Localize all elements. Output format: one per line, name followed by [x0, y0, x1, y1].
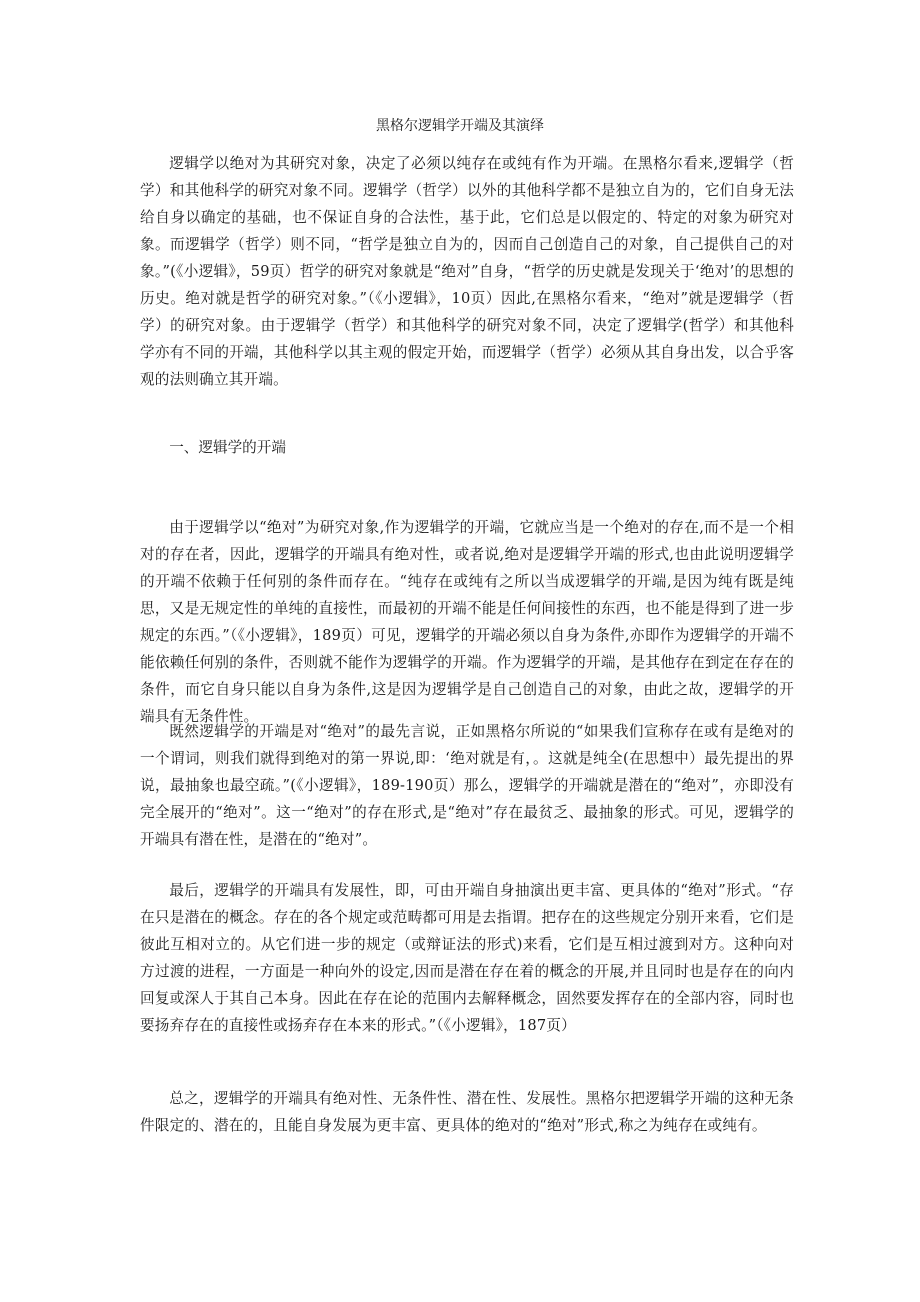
paragraph-absoluteness: 由于逻辑学以“绝对”为研究对象,作为逻辑学的开端，它就应当是一个绝对的存在,而不是一个相对的存在者，因此，逻辑学的开端具有绝对性，或者说,绝对是逻辑学开端的形式,也由此说明逻辑学的开端不依赖于任何别的条件而存在。“纯存在或纯有之所以当成逻辑学的开端,是因为纯有既是纯思，又是无规定性的单纯的直接性，而最初的开端不能是任何间接性的东西，也不能是得到了进一步规定的东西。”（《小逻辑》，189页）可见，逻辑学的开端必须以自身为条件,亦即作为逻辑学的开端不能依赖任何别的条件，否则就不能作为逻辑学的开端。作为逻辑学的开端，是其他存在到定在存在的条件，而它自身只能以自身为条件,这是因为逻辑学是自己创造自己的对象，由此之故，逻辑学的开端具有无条件性。: [140, 519, 794, 725]
paragraph-intro: 逻辑学以绝对为其研究对象，决定了必须以纯存在或纯有作为开端。在黑格尔看来,逻辑学（哲学）和其他科学的研究对象不同。逻辑学（哲学）以外的其他科学都不是独立自为的，它们自身无法给自身以确定的基础，也不保证自身的合法性，基于此，它们总是以假定的、特定的对象为研究对象。而逻辑学（哲学）则不同，“哲学是独立自为的，因而自己创造自己的对象，自己提供自己的对象。”(《小逻辑》，59页）哲学的研究对象就是“绝对”自身，“哲学的历史就是发现关于‘绝对’的思想的历史。绝对就是哲学的研究对象。”（《小逻辑》，10页）因此,在黑格尔看来，“绝对”就是逻辑学（哲学）的研究对象。由于逻辑学（哲学）和其他科学的研究对象不同，决定了逻辑学(哲学）和其他科学亦有不同的开端，其他科学以其主观的假定开始，而逻辑学（哲学）必须从其自身出发，以合乎客观的法则确立其开端。: [140, 155, 794, 388]
document-title: 黑格尔逻辑学开端及其演绎: [376, 118, 544, 134]
paragraph-conclusion: 总之，逻辑学的开端具有绝对性、无条件性、潜在性、发展性。黑格尔把逻辑学开端的这种无条件限定的、潜在的，且能自身发展为更丰富、更具体的绝对的“绝对”形式,称之为纯存在或纯有。: [140, 1090, 794, 1134]
section-heading: 一、逻辑学的开端: [169, 439, 286, 456]
paragraph-development: 最后，逻辑学的开端具有发展性，即，可由开端自身抽演出更丰富、更具体的“绝对”形式。“存在只是潜在的概念。存在的各个规定或范畴都可用是去指谓。把存在的这些规定分别开来看，它们是彼此互相对立的。从它们进一步的规定（或辩证法的形式)来看，它们是互相过渡到对方。这种向对方过渡的进程，一方面是一种向外的设定,因而是潜在存在着的概念的开展,并且同时也是存在的向内回复或深人于其自己本身。因此在存在论的范围内去解释概念，固然要发挥存在的全部内容，同时也要扬弃存在的直接性或扬弃存在本来的形式。”（《小逻辑》，187页）: [140, 882, 794, 1034]
paragraph-potentiality: 既然逻辑学的开端是对“绝对”的最先言说，正如黑格尔所说的“如果我们宣称存在或有是绝对的一个谓词，则我们就得到绝对的第一界说,即：‘绝对就是有，。这就是纯全(在思想中）最先提出的界说，最抽象也最空疏。”(《小逻辑》，189-190页）那么，逻辑学的开端就是潜在的“绝对”，亦即没有完全展开的“绝对”。这一“绝对”的存在形式,是“绝对”存在最贫乏、最抽象的形式。可见，逻辑学的开端具有潜在性，是潜在的“绝对”。: [140, 723, 794, 848]
